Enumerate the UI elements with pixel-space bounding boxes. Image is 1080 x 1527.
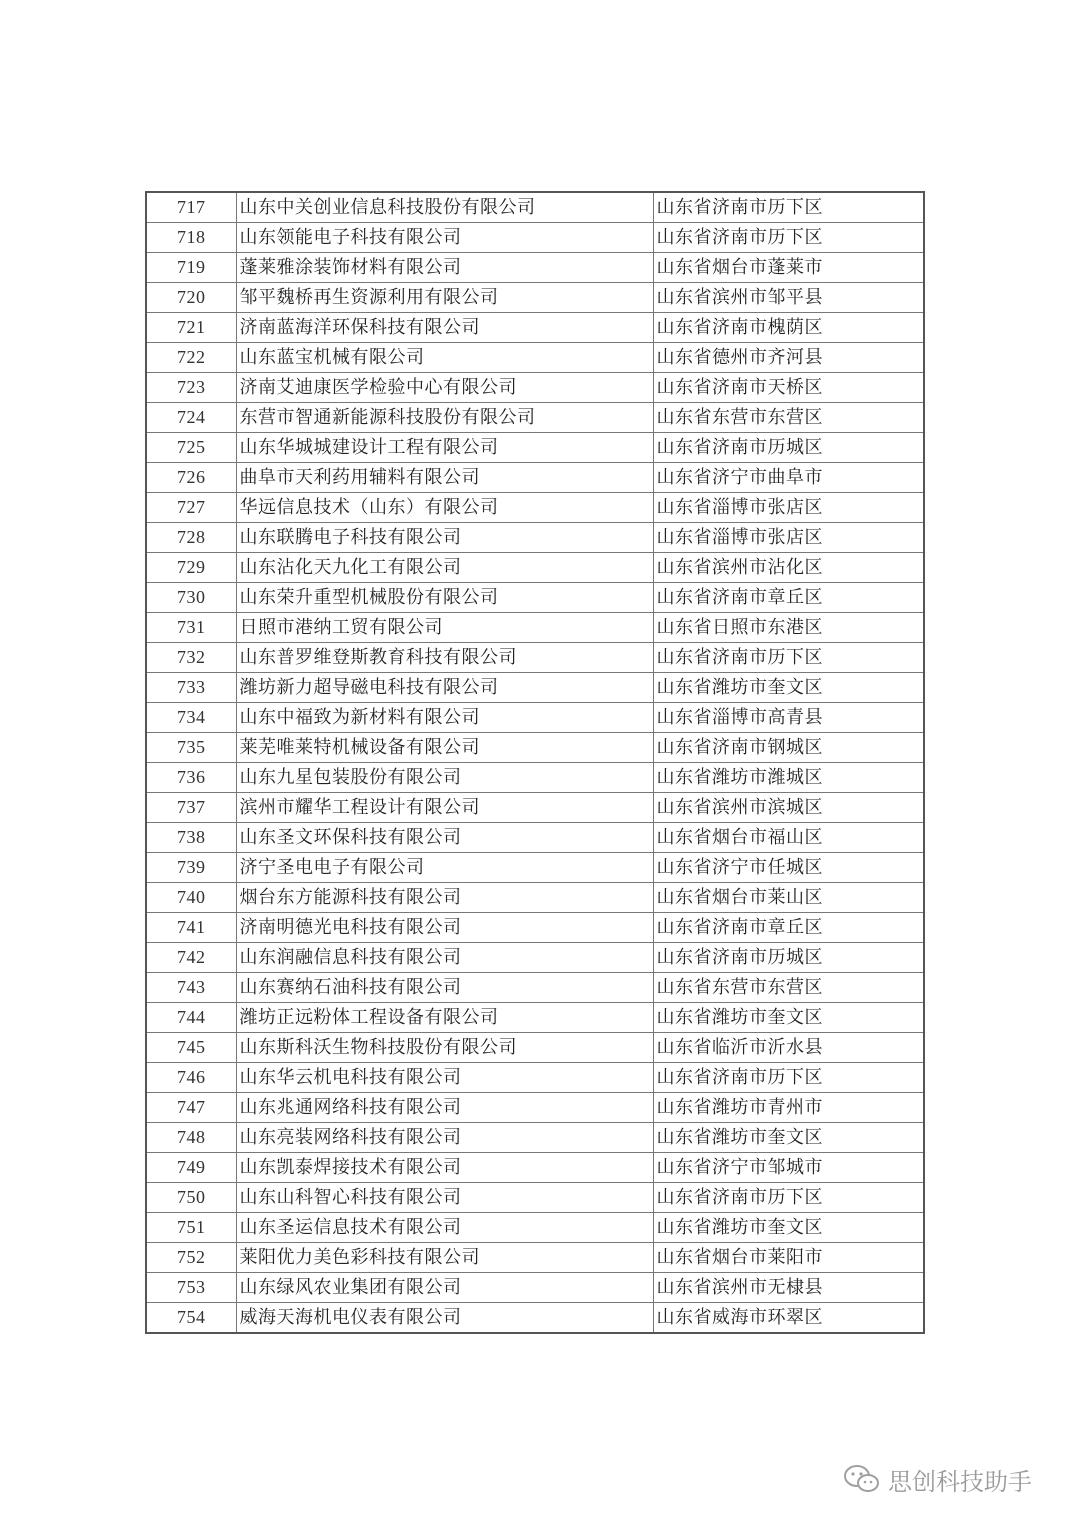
company-name: 山东中关创业信息科技股份有限公司	[236, 192, 653, 223]
company-location: 山东省潍坊市青州市	[653, 1093, 924, 1123]
row-number: 742	[146, 943, 236, 973]
company-location: 山东省滨州市沾化区	[653, 553, 924, 583]
company-name: 山东山科智心科技有限公司	[236, 1183, 653, 1213]
row-number: 751	[146, 1213, 236, 1243]
company-name: 山东凯泰焊接技术有限公司	[236, 1153, 653, 1183]
row-number: 727	[146, 493, 236, 523]
table-row	[146, 343, 924, 373]
company-location: 山东省济宁市邹城市	[653, 1153, 924, 1183]
row-number: 722	[146, 343, 236, 373]
table-row	[146, 943, 924, 973]
company-location: 山东省潍坊市奎文区	[653, 673, 924, 703]
company-table-body	[146, 192, 924, 1333]
company-location: 山东省济南市章丘区	[653, 583, 924, 613]
table-row	[146, 643, 924, 673]
company-name: 山东中福致为新材料有限公司	[236, 703, 653, 733]
company-location: 山东省烟台市福山区	[653, 823, 924, 853]
company-name: 济南蓝海洋环保科技有限公司	[236, 313, 653, 343]
row-number: 739	[146, 853, 236, 883]
company-location: 山东省济南市历下区	[653, 223, 924, 253]
company-location: 山东省济南市章丘区	[653, 913, 924, 943]
company-location: 山东省济南市天桥区	[653, 373, 924, 403]
company-name: 曲阜市天利药用辅料有限公司	[236, 463, 653, 493]
company-location: 山东省东营市东营区	[653, 403, 924, 433]
company-location: 山东省济南市钢城区	[653, 733, 924, 763]
company-name: 济南艾迪康医学检验中心有限公司	[236, 373, 653, 403]
table-row	[146, 553, 924, 583]
company-name: 邹平魏桥再生资源利用有限公司	[236, 283, 653, 313]
watermark-text: 思创科技助手	[888, 1467, 1032, 1496]
table-row	[146, 613, 924, 643]
table-row	[146, 1123, 924, 1153]
company-location: 山东省济宁市曲阜市	[653, 463, 924, 493]
company-location: 山东省淄博市张店区	[653, 523, 924, 553]
row-number: 731	[146, 613, 236, 643]
row-number: 730	[146, 583, 236, 613]
company-name: 山东沾化天九化工有限公司	[236, 553, 653, 583]
row-number: 749	[146, 1153, 236, 1183]
company-location: 山东省临沂市沂水县	[653, 1033, 924, 1063]
company-name: 山东普罗维登斯教育科技有限公司	[236, 643, 653, 673]
company-location: 山东省滨州市无棣县	[653, 1273, 924, 1303]
row-number: 745	[146, 1033, 236, 1063]
row-number: 746	[146, 1063, 236, 1093]
table-row	[146, 313, 924, 343]
row-number: 748	[146, 1123, 236, 1153]
row-number: 740	[146, 883, 236, 913]
company-location: 山东省潍坊市潍城区	[653, 763, 924, 793]
company-location: 山东省济南市历城区	[653, 943, 924, 973]
row-number: 732	[146, 643, 236, 673]
company-location: 山东省济宁市任城区	[653, 853, 924, 883]
row-number: 725	[146, 433, 236, 463]
table-row	[146, 223, 924, 253]
table-row	[146, 1243, 924, 1273]
row-number: 743	[146, 973, 236, 1003]
company-name: 华远信息技术（山东）有限公司	[236, 493, 653, 523]
table-row	[146, 1033, 924, 1063]
company-location: 山东省威海市环翠区	[653, 1303, 924, 1334]
company-name: 威海天海机电仪表有限公司	[236, 1303, 653, 1334]
company-name: 山东绿风农业集团有限公司	[236, 1273, 653, 1303]
company-name: 山东圣运信息技术有限公司	[236, 1213, 653, 1243]
company-name: 山东九星包装股份有限公司	[236, 763, 653, 793]
row-number: 750	[146, 1183, 236, 1213]
row-number: 738	[146, 823, 236, 853]
table-row	[146, 1303, 924, 1334]
table-row	[146, 373, 924, 403]
table-row	[146, 793, 924, 823]
company-location: 山东省烟台市蓬莱市	[653, 253, 924, 283]
company-location: 山东省济南市槐荫区	[653, 313, 924, 343]
row-number: 754	[146, 1303, 236, 1334]
company-table	[145, 191, 925, 1334]
row-number: 719	[146, 253, 236, 283]
table-row	[146, 973, 924, 1003]
table-row	[146, 493, 924, 523]
company-location: 山东省济南市历城区	[653, 433, 924, 463]
company-location: 山东省滨州市滨城区	[653, 793, 924, 823]
table-row	[146, 283, 924, 313]
table-row	[146, 733, 924, 763]
company-location: 山东省潍坊市奎文区	[653, 1003, 924, 1033]
row-number: 741	[146, 913, 236, 943]
table-row	[146, 1063, 924, 1093]
company-name: 山东赛纳石油科技有限公司	[236, 973, 653, 1003]
row-number: 747	[146, 1093, 236, 1123]
company-location: 山东省济南市历下区	[653, 192, 924, 223]
table-row	[146, 433, 924, 463]
company-location: 山东省滨州市邹平县	[653, 283, 924, 313]
company-name: 山东华城城建设计工程有限公司	[236, 433, 653, 463]
row-number: 744	[146, 1003, 236, 1033]
row-number: 753	[146, 1273, 236, 1303]
company-name: 山东斯科沃生物科技股份有限公司	[236, 1033, 653, 1063]
company-location: 山东省烟台市莱山区	[653, 883, 924, 913]
table-row	[146, 253, 924, 283]
table-row	[146, 403, 924, 433]
row-number: 728	[146, 523, 236, 553]
company-name: 日照市港纳工贸有限公司	[236, 613, 653, 643]
company-location: 山东省淄博市张店区	[653, 493, 924, 523]
company-location: 山东省东营市东营区	[653, 973, 924, 1003]
company-name: 蓬莱雅涂装饰材料有限公司	[236, 253, 653, 283]
row-number: 734	[146, 703, 236, 733]
row-number: 752	[146, 1243, 236, 1273]
table-row	[146, 583, 924, 613]
company-name: 山东联腾电子科技有限公司	[236, 523, 653, 553]
table-row	[146, 883, 924, 913]
table-row	[146, 823, 924, 853]
company-name: 济宁圣电电子有限公司	[236, 853, 653, 883]
company-location: 山东省德州市齐河县	[653, 343, 924, 373]
row-number: 726	[146, 463, 236, 493]
row-number: 736	[146, 763, 236, 793]
company-name: 山东润融信息科技有限公司	[236, 943, 653, 973]
table-row	[146, 763, 924, 793]
company-name: 潍坊新力超导磁电科技有限公司	[236, 673, 653, 703]
table-row	[146, 1183, 924, 1213]
wechat-icon	[842, 1463, 882, 1495]
table-row	[146, 192, 924, 223]
row-number: 737	[146, 793, 236, 823]
row-number: 735	[146, 733, 236, 763]
row-number: 723	[146, 373, 236, 403]
table-row	[146, 703, 924, 733]
row-number: 717	[146, 192, 236, 223]
row-number: 724	[146, 403, 236, 433]
company-name: 烟台东方能源科技有限公司	[236, 883, 653, 913]
row-number: 720	[146, 283, 236, 313]
company-name: 山东蓝宝机械有限公司	[236, 343, 653, 373]
company-location: 山东省潍坊市奎文区	[653, 1123, 924, 1153]
company-location: 山东省济南市历下区	[653, 1183, 924, 1213]
row-number: 718	[146, 223, 236, 253]
table-row	[146, 853, 924, 883]
company-location: 山东省烟台市莱阳市	[653, 1243, 924, 1273]
table-row	[146, 1003, 924, 1033]
company-name: 山东领能电子科技有限公司	[236, 223, 653, 253]
table-row	[146, 1153, 924, 1183]
table-row	[146, 1213, 924, 1243]
row-number: 721	[146, 313, 236, 343]
company-name: 山东兆通网络科技有限公司	[236, 1093, 653, 1123]
company-name: 滨州市耀华工程设计有限公司	[236, 793, 653, 823]
company-location: 山东省济南市历下区	[653, 1063, 924, 1093]
company-name: 山东圣文环保科技有限公司	[236, 823, 653, 853]
company-name: 山东亮装网络科技有限公司	[236, 1123, 653, 1153]
watermark	[842, 1461, 1032, 1497]
company-name: 济南明德光电科技有限公司	[236, 913, 653, 943]
company-name: 莱阳优力美色彩科技有限公司	[236, 1243, 653, 1273]
table-row	[146, 673, 924, 703]
company-location: 山东省淄博市高青县	[653, 703, 924, 733]
company-location: 山东省潍坊市奎文区	[653, 1213, 924, 1243]
table-row	[146, 1093, 924, 1123]
company-name: 东营市智通新能源科技股份有限公司	[236, 403, 653, 433]
company-name: 山东荣升重型机械股份有限公司	[236, 583, 653, 613]
company-name: 潍坊正远粉体工程设备有限公司	[236, 1003, 653, 1033]
row-number: 733	[146, 673, 236, 703]
table-row	[146, 913, 924, 943]
table-row	[146, 1273, 924, 1303]
company-location: 山东省济南市历下区	[653, 643, 924, 673]
table-row	[146, 523, 924, 553]
table-row	[146, 463, 924, 493]
company-name: 莱芜唯莱特机械设备有限公司	[236, 733, 653, 763]
row-number: 729	[146, 553, 236, 583]
company-location: 山东省日照市东港区	[653, 613, 924, 643]
company-name: 山东华云机电科技有限公司	[236, 1063, 653, 1093]
